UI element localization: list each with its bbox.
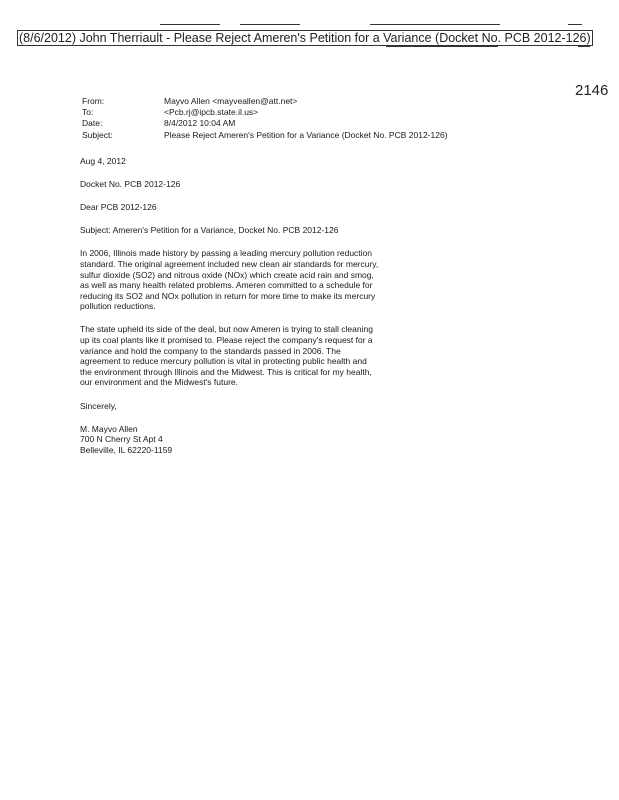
header-rule-bottom [578, 46, 590, 47]
header-rule-top [370, 24, 500, 25]
letter-re-line: Subject: Ameren's Petition for a Variance, Docket No. PCB 2012-126 [80, 225, 339, 236]
header-rule-top [240, 24, 300, 25]
signature-city: Belleville, IL 62220-1159 [80, 444, 173, 455]
to-value: <Pcb.rj@ipcb.state.il.us> [164, 107, 259, 118]
header-rule-top [160, 24, 220, 25]
letter-salutation: Dear PCB 2012-126 [80, 202, 157, 213]
signature-name: M. Mayvo Allen [80, 423, 138, 434]
letter-date: Aug 4, 2012 [80, 156, 126, 166]
subject-label: Subject: [82, 129, 113, 140]
letter-paragraph-1: In 2006, Illinois made history by passing a leading mercury pollution reduction standard. The original agreement included new clean air standards for mercury, sulfur dioxide (SO2) and nitrous oxide (NOx) which create acid rain and smog, as well as many health related problems. Ameren committed to a schedule for reducing its SO2 and NOx pollution in return for more time to make its mercury pollution reductions. [80, 248, 379, 312]
to-row [82, 107, 448, 118]
subject-row [82, 130, 448, 141]
from-label: From: [82, 96, 105, 106]
date-value: 8/4/2012 10:04 AM [164, 118, 236, 129]
letter-closing: Sincerely, [80, 400, 117, 411]
document-header [17, 30, 591, 47]
letter-docket: Docket No. PCB 2012-126 [80, 179, 181, 190]
document-header-title: (8/6/2012) John Therriault - Please Reject Ameren's Petition for a Variance (Docket No. PCB 2012-126) [19, 31, 591, 45]
header-rule-top [568, 24, 582, 25]
signature-address: 700 N Cherry St Apt 4 [80, 434, 163, 445]
letter-body [80, 156, 380, 468]
subject-value: Please Reject Ameren's Petition for a Variance (Docket No. PCB 2012-126) [164, 129, 448, 140]
letter-signature [80, 424, 380, 456]
from-row [82, 96, 448, 107]
date-label: Date: [82, 118, 103, 129]
page-number: 2146 [575, 82, 609, 99]
to-label: To: [82, 107, 94, 118]
date-row [82, 118, 448, 129]
from-value: Mayvo Allen <mayveallen@att.net> [164, 96, 298, 106]
email-metadata [82, 96, 448, 141]
letter-paragraph-2: The state upheld its side of the deal, but now Ameren is trying to stall cleaning up its coal plants like it promised to. Please reject the company's request for a variance and hold the company to the standards passed in 2006. The agreement to reduce mercury pollution is vital in protecting public health and the environment through Illinois and the Midwest. This is critical for my health, our environment and the Midwest's future. [80, 324, 373, 388]
header-rule-bottom [386, 46, 498, 47]
